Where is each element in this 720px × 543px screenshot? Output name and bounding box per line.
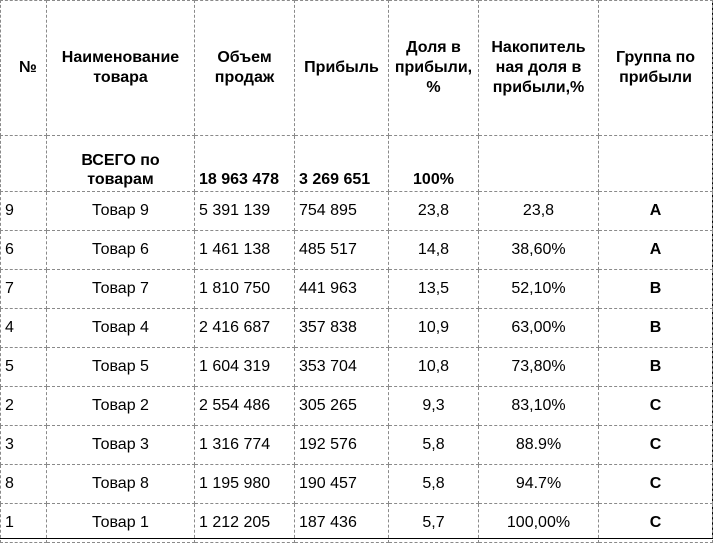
cell-num: 8 [1, 465, 47, 504]
cell-share: 9,3 [389, 387, 479, 426]
cell-name: Товар 5 [47, 348, 195, 387]
header-group: Группа по прибыли [599, 1, 713, 136]
cell-group: B [599, 270, 713, 309]
cell-cumulative: 52,10% [479, 270, 599, 309]
cell-profit: 192 576 [295, 426, 389, 465]
table-row [1, 309, 713, 348]
total-profit: 3 269 651 [295, 136, 389, 192]
cell-group: C [599, 504, 713, 543]
cell-cumulative: 88.9% [479, 426, 599, 465]
header-cumulative: Накопитель ная доля в прибыли,% [479, 1, 599, 136]
cell-share: 23,8 [389, 192, 479, 231]
cell-num: 9 [1, 192, 47, 231]
cell-cumulative: 38,60% [479, 231, 599, 270]
cell-name: Товар 6 [47, 231, 195, 270]
cell-volume: 2 554 486 [195, 387, 295, 426]
cell-name: Товар 1 [47, 504, 195, 543]
cell-name: Товар 7 [47, 270, 195, 309]
cell-name: Товар 2 [47, 387, 195, 426]
table-row [1, 504, 713, 543]
cell-name: Товар 4 [47, 309, 195, 348]
total-share: 100% [389, 136, 479, 192]
table-row [1, 270, 713, 309]
table-row [1, 231, 713, 270]
cell-num: 5 [1, 348, 47, 387]
cell-share: 5,8 [389, 426, 479, 465]
table-row [1, 426, 713, 465]
cell-share: 14,8 [389, 231, 479, 270]
total-num [1, 136, 47, 192]
cell-num: 1 [1, 504, 47, 543]
cell-share: 5,8 [389, 465, 479, 504]
cell-profit: 485 517 [295, 231, 389, 270]
cell-group: C [599, 426, 713, 465]
table-row [1, 465, 713, 504]
cell-volume: 1 810 750 [195, 270, 295, 309]
total-row [1, 136, 713, 192]
cell-profit: 305 265 [295, 387, 389, 426]
cell-share: 10,9 [389, 309, 479, 348]
cell-volume: 5 391 139 [195, 192, 295, 231]
cell-group: B [599, 309, 713, 348]
cell-volume: 1 604 319 [195, 348, 295, 387]
cell-volume: 1 212 205 [195, 504, 295, 543]
cell-cumulative: 100,00% [479, 504, 599, 543]
cell-num: 7 [1, 270, 47, 309]
cell-volume: 1 316 774 [195, 426, 295, 465]
cell-num: 4 [1, 309, 47, 348]
data-rows [1, 192, 713, 543]
total-cumulative [479, 136, 599, 192]
cell-cumulative: 73,80% [479, 348, 599, 387]
cell-group: C [599, 387, 713, 426]
table-row [1, 192, 713, 231]
total-name: ВСЕГО по товарам [47, 136, 195, 192]
header-row [1, 1, 713, 136]
header-profit: Прибыль [295, 1, 389, 136]
cell-cumulative: 94.7% [479, 465, 599, 504]
cell-volume: 1 195 980 [195, 465, 295, 504]
table-row [1, 387, 713, 426]
table-row [1, 348, 713, 387]
cell-cumulative: 23,8 [479, 192, 599, 231]
cell-name: Товар 8 [47, 465, 195, 504]
cell-profit: 187 436 [295, 504, 389, 543]
cell-share: 13,5 [389, 270, 479, 309]
cell-num: 6 [1, 231, 47, 270]
cell-group: B [599, 348, 713, 387]
header-name: Наименование товара [47, 1, 195, 136]
cell-group: C [599, 465, 713, 504]
header-num: № [1, 1, 47, 136]
cell-volume: 2 416 687 [195, 309, 295, 348]
header-volume: Объем продаж [195, 1, 295, 136]
cell-name: Товар 9 [47, 192, 195, 231]
cell-volume: 1 461 138 [195, 231, 295, 270]
cell-num: 2 [1, 387, 47, 426]
cell-profit: 190 457 [295, 465, 389, 504]
total-group [599, 136, 713, 192]
total-volume: 18 963 478 [195, 136, 295, 192]
cell-group: A [599, 231, 713, 270]
header-share: Доля в прибыли, % [389, 1, 479, 136]
cell-share: 5,7 [389, 504, 479, 543]
cell-num: 3 [1, 426, 47, 465]
cell-profit: 357 838 [295, 309, 389, 348]
cell-cumulative: 63,00% [479, 309, 599, 348]
cell-share: 10,8 [389, 348, 479, 387]
cell-group: A [599, 192, 713, 231]
cell-name: Товар 3 [47, 426, 195, 465]
cell-profit: 441 963 [295, 270, 389, 309]
cell-cumulative: 83,10% [479, 387, 599, 426]
cell-profit: 353 704 [295, 348, 389, 387]
cell-profit: 754 895 [295, 192, 389, 231]
